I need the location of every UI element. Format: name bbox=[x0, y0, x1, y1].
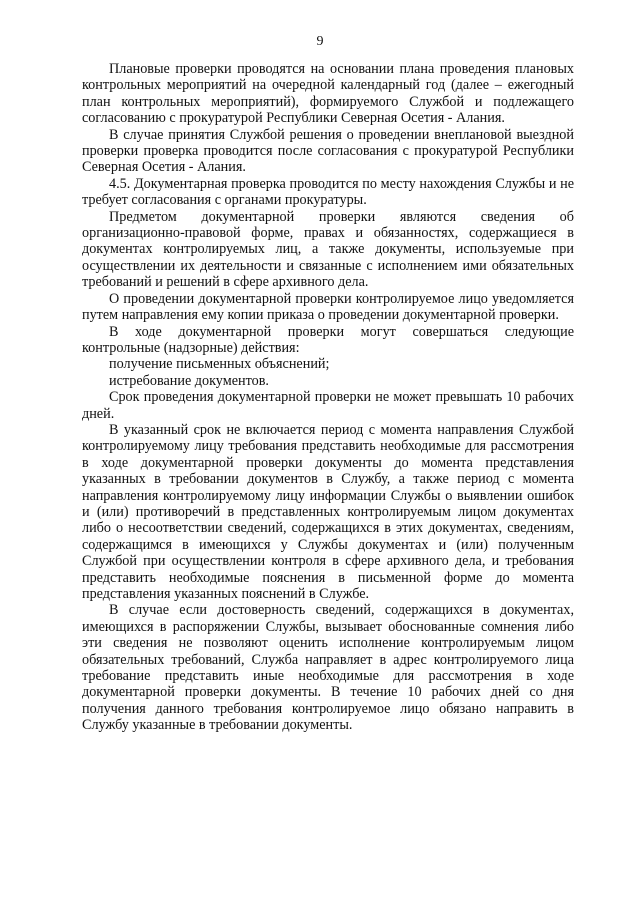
paragraph-4-5-documentary-inspection: 4.5. Документарная проверка проводится по месту нахождения Службы и не требует согласования с органами прокуратуры. bbox=[82, 175, 574, 209]
page-number: 9 bbox=[316, 34, 324, 49]
paragraph-notification: О проведении документарной проверки контролируемое лицо уведомляется путем направления ему копии приказа о проведении документарной проверки. bbox=[82, 290, 574, 324]
paragraph-planned-inspections: Плановые проверки проводятся на основании плана проведения плановых контрольных мероприятий на очередной календарный год (далее – ежегодный план контрольных мероприятий), формируемого Службой и подлежащего согласованию с прокуратурой Республики Северная Осетия - Алания. bbox=[82, 61, 574, 127]
list-item-document-request: истребование документов. bbox=[109, 372, 269, 389]
document-body bbox=[82, 61, 574, 734]
paragraph-excluded-period: В указанный срок не включается период с момента направления Службой контролируемому лицу требования представить необходимые для рассмотрения в ходе документарной проверки документы до момента представления указанных в требовании документов в Службу, а также период с момента направления контролируемому лицу информации Службы о выявлении ошибок и (или) противоречий в представленных контролируемым лицом документах либо о несоответствии сведений, содержащихся в этих документах, сведениям, содержащимся в имеющихся у Службы документах и (или) полученным Службой при осуществлении контроля в сфере архивного дела, и требования представить необходимые пояснения в письменной форме до момента представления указанных пояснений в Службе. bbox=[82, 421, 574, 602]
list-item-written-explanations: получение письменных объяснений; bbox=[109, 356, 330, 373]
paragraph-unscheduled-inspection: В случае принятия Службой решения о проведении внеплановой выездной проверки проверка проводится после согласования с прокуратурой Республики Северная Осетия - Алания. bbox=[82, 126, 574, 176]
paragraph-inspection-term: Срок проведения документарной проверки не может превышать 10 рабочих дней. bbox=[82, 389, 574, 422]
paragraph-additional-documents: В случае если достоверность сведений, содержащихся в документах, имеющихся в распоряжении Службы, вызывает обоснованные сомнения либо эти сведения не позволяют оценить исполнение контролируемым лицом обязательных требований, Служба направляет в адрес контролируемого лица требование представить иные необходимые для рассмотрения в ходе документарной проверки документы. В течение 10 рабочих дней со дня получения данного требования контролируемое лицо обязано направить в Службу указанные в требовании документы. bbox=[82, 602, 574, 734]
paragraph-control-actions-intro: В ходе документарной проверки могут совершаться следующие контрольные (надзорные) действия: bbox=[82, 323, 574, 356]
paragraph-inspection-subject: Предметом документарной проверки являются сведения об организационно-правовой форме, правах и обязанностях, содержащиеся в документах контролируемых лиц, а также документы, используемые при осуществлении их деятельности и связанные с исполнением ими обязательных требований и решений в сфере архивного дела. bbox=[82, 208, 574, 291]
